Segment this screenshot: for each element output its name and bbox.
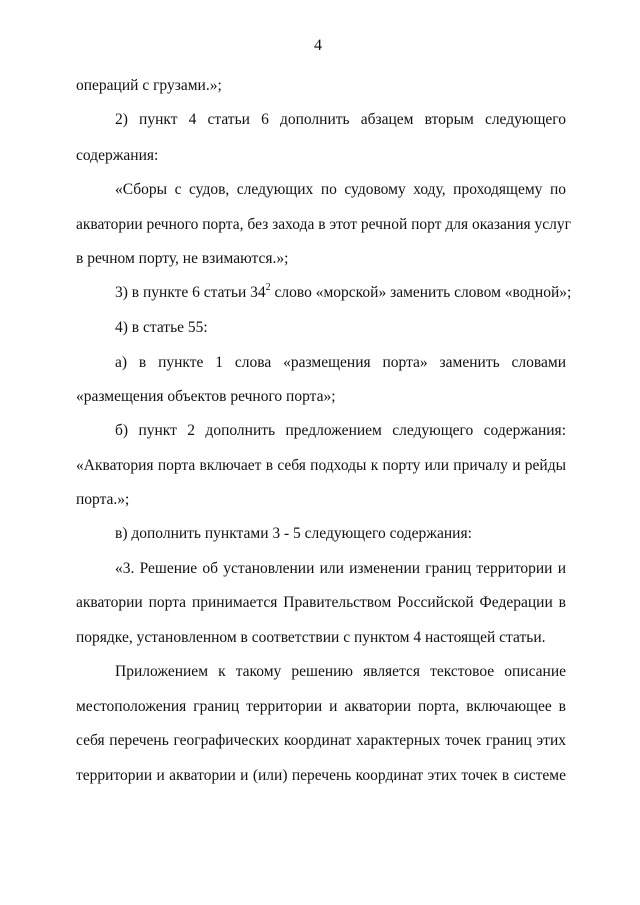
text-fragment: слово «морской» заменить словом «водной»; (270, 284, 572, 301)
text-line: операций с грузами.»; (76, 77, 222, 94)
text-line: в) дополнить пунктами 3 - 5 следующего содержания: (115, 525, 472, 542)
superscript: 2 (265, 281, 271, 293)
text-line: порядке, установленном в соответствии с пунктом 4 настоящей статьи. (76, 629, 546, 646)
text-line: себя перечень географических координат характерных точек границ этих (76, 732, 566, 749)
text-line: 2) пункт 4 статьи 6 дополнить абзацем вторым следующего (115, 111, 566, 128)
text-line: «размещения объектов речного порта»; (76, 388, 336, 405)
text-line: «3. Решение об установлении или изменении границ территории и (115, 560, 566, 577)
text-line: местоположения границ территории и акватории порта, включающее в (76, 698, 566, 715)
text-line: акватории речного порта, без захода в этот речной порт для оказания услуг (76, 216, 571, 233)
text-line: Приложением к такому решению является текстовое описание (115, 663, 566, 680)
text-line: акватории порта принимается Правительством Российской Федерации в (76, 594, 566, 611)
text-line: а) в пункте 1 слова «размещения порта» заменить словами (115, 354, 566, 371)
text-line: территории и акватории и (или) перечень координат этих точек в системе (76, 767, 566, 784)
text-line: в речном порту, не взимаются.»; (76, 250, 289, 267)
text-line: «Акватория порта включает в себя подходы к порту или причалу и рейды (76, 457, 566, 474)
text-fragment: 3) в пункте 6 статьи 34 (115, 284, 266, 301)
text-line: содержания: (76, 147, 159, 164)
text-line: 4) в статье 55: (115, 319, 208, 336)
page-number: 4 (314, 37, 322, 54)
text-line: «Сборы с судов, следующих по судовому ходу, проходящему по (115, 181, 566, 198)
text-line: порта.»; (76, 491, 130, 508)
text-line: б) пункт 2 дополнить предложением следующего содержания: (115, 422, 566, 439)
text-line (115, 283, 571, 303)
